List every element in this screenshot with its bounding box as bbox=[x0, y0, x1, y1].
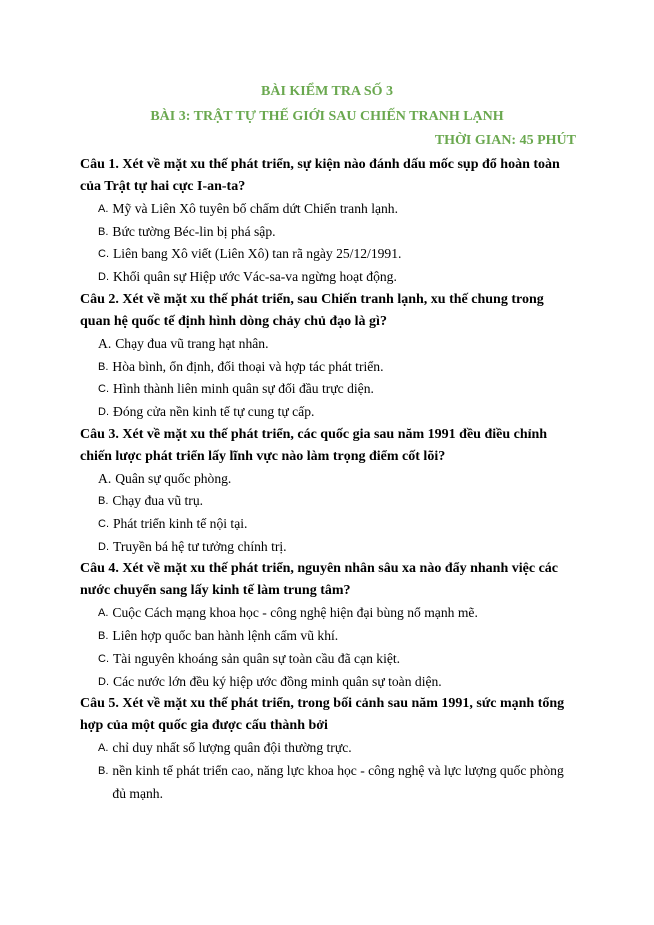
option-c: C. Tài nguyên khoáng sản quân sự toàn cầu đã cạn kiệt. bbox=[98, 650, 401, 666]
question-4 bbox=[80, 558, 576, 693]
option-b: B. nền kinh tế phát triển cao, năng lực khoa học - công nghệ và lực lượng quốc phòng đủ mạnh. bbox=[98, 762, 564, 801]
option-b: B. Hòa bình, ổn định, đối thoại và hợp tác phát triển. bbox=[98, 358, 384, 374]
option-b: B. Bức tường Béc-lin bị phá sập. bbox=[98, 223, 276, 239]
option-c: C. Phát triển kinh tế nội tại. bbox=[98, 516, 248, 532]
question-text: Câu 4. Xét về mặt xu thế phát triển, nguyên nhân sâu xa nào đẩy nhanh việc các nước chuyển sang lấy kinh tế làm trung tâm? bbox=[80, 561, 558, 599]
lesson-title: BÀI 3: TRẬT TỰ THẾ GIỚI SAU CHIẾN TRANH LẠNH bbox=[150, 109, 504, 124]
option-a: A. Chạy đua vũ trang hạt nhân. bbox=[98, 335, 269, 351]
exam-time: THỜI GIAN: 45 PHÚT bbox=[434, 133, 576, 148]
question-5 bbox=[80, 693, 576, 805]
question-1 bbox=[80, 154, 576, 289]
option-d: D. Các nước lớn đều ký hiệp ước đồng minh quân sự toàn diện. bbox=[98, 673, 442, 689]
exam-title: BÀI KIỂM TRA SỐ 3 bbox=[261, 84, 393, 99]
option-c: C. Liên bang Xô viết (Liên Xô) tan rã ngày 25/12/1991. bbox=[98, 246, 402, 262]
question-text: Câu 5. Xét về mặt xu thế phát triển, trong bối cảnh sau năm 1991, sức mạnh tổng hợp của một quốc gia được cấu thành bởi bbox=[80, 696, 565, 734]
option-b: B. Chạy đua vũ trụ. bbox=[98, 493, 204, 509]
question-text: Câu 3. Xét về mặt xu thế phát triển, các quốc gia sau năm 1991 đều điều chỉnh chiến lược phát triển lấy lĩnh vực nào làm trọng điểm cốt lõi? bbox=[80, 426, 548, 464]
question-text: Câu 1. Xét về mặt xu thế phát triển, sự kiện nào đánh dấu mốc sụp đổ hoàn toàn của Trật tự hai cực I-an-ta? bbox=[80, 157, 560, 194]
question-3 bbox=[80, 424, 576, 559]
question-2 bbox=[80, 289, 576, 424]
option-a: A. Mỹ và Liên Xô tuyên bố chấm dứt Chiến tranh lạnh. bbox=[98, 201, 399, 216]
option-c: C. Hình thành liên minh quân sự đối đầu trực diện. bbox=[98, 381, 374, 397]
option-a: A. Cuộc Cách mạng khoa học - công nghệ hiện đại bùng nổ mạnh mẽ. bbox=[98, 605, 478, 621]
option-d: D. Khối quân sự Hiệp ước Vác-sa-va ngừng hoạt động. bbox=[98, 269, 397, 285]
option-d: D. Truyền bá hệ tư tưởng chính trị. bbox=[98, 538, 287, 554]
option-b: B. Liên hợp quốc ban hành lệnh cấm vũ khí. bbox=[98, 628, 339, 644]
question-list bbox=[80, 154, 576, 805]
question-text: Câu 2. Xét về mặt xu thế phát triển, sau Chiến tranh lạnh, xu thế chung trong quan hệ quốc tế định hình dòng chảy chủ đạo là gì? bbox=[80, 291, 544, 329]
option-a: A. Quân sự quốc phòng. bbox=[98, 470, 232, 486]
option-d: D. Đóng cửa nền kinh tế tự cung tự cấp. bbox=[98, 403, 315, 419]
option-a: A. chỉ duy nhất số lượng quân đội thường trực. bbox=[98, 740, 352, 756]
